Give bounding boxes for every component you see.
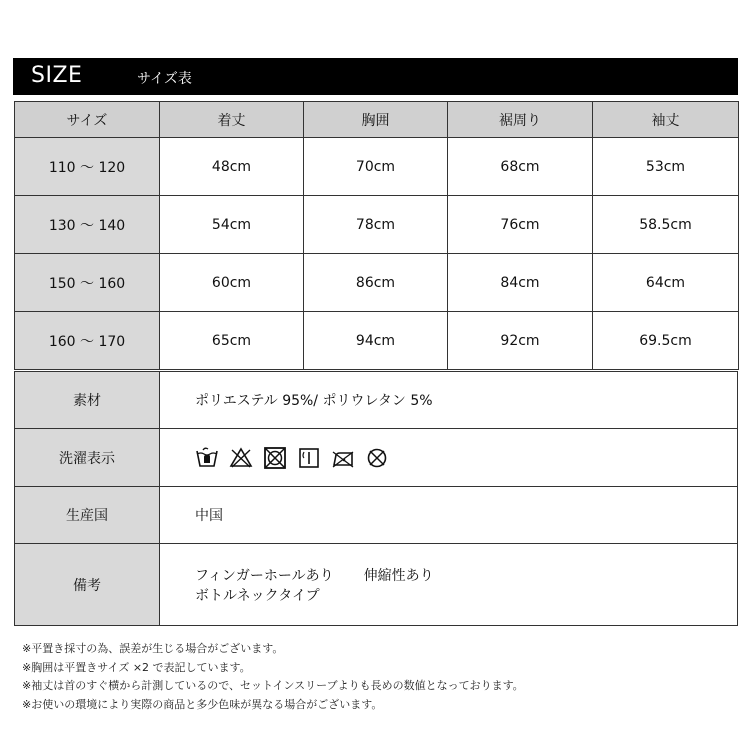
remarks-bottle-neck: ボトルネックタイプ [195,587,320,604]
sleeve-cell: 64cm [593,254,739,312]
low-iron-icon [331,446,355,470]
origin-row [15,487,738,544]
info-table [14,371,738,626]
header-hem: 裾周り [448,102,593,138]
remarks-finger-hole: フィンガーホールあり [195,567,334,584]
table-row [15,196,739,254]
care-icons [160,429,738,487]
no-bleach-icon [229,446,253,470]
origin-label: 生産国 [15,487,160,544]
length-cell: 54cm [160,196,304,254]
sleeve-cell: 58.5cm [593,196,739,254]
size-table [14,101,739,370]
size-cell: 160 〜 170 [15,312,160,370]
section-title: SIZE [31,63,83,88]
size-cell: 130 〜 140 [15,196,160,254]
note-line: ※袖丈は首のすぐ横から計測しているので、セットインスリーブよりも長めの数値となっております。 [22,679,524,692]
sleeve-cell: 53cm [593,138,739,196]
length-cell: 60cm [160,254,304,312]
section-subtitle: サイズ表 [137,71,192,87]
material-label: 素材 [15,372,160,429]
remarks-label: 備考 [15,544,160,626]
no-dry-clean-icon [365,446,389,470]
table-row [15,312,739,370]
length-cell: 48cm [160,138,304,196]
chest-cell: 70cm [304,138,448,196]
remarks-value [160,544,738,626]
remarks-row [15,544,738,626]
hand-wash-icon [195,446,219,470]
chest-cell: 86cm [304,254,448,312]
note-line: ※胸囲は平置きサイズ ×2 で表記しています。 [22,660,251,674]
hem-cell: 84cm [448,254,593,312]
material-value: ポリエステル 95%/ ポリウレタン 5% [160,372,738,429]
header-sleeve: 袖丈 [593,102,739,138]
line-dry-icon [297,446,321,470]
section-header [13,58,738,95]
hem-cell: 68cm [448,138,593,196]
no-tumble-dry-icon [263,446,287,470]
size-cell: 150 〜 160 [15,254,160,312]
note-line: ※平置き採寸の為、誤差が生じる場合がございます。 [22,642,284,655]
remarks-stretch: 伸縮性あり [363,567,434,584]
table-row [15,138,739,196]
care-row [15,429,738,487]
size-table-header [15,102,739,138]
material-row [15,372,738,429]
hem-cell: 92cm [448,312,593,370]
header-length: 着丈 [160,102,304,138]
sleeve-cell: 69.5cm [593,312,739,370]
header-chest: 胸囲 [304,102,448,138]
notes [22,640,524,714]
header-size: サイズ [15,102,160,138]
care-label: 洗濯表示 [15,429,160,487]
note-line: ※お使いの環境により実際の商品と多少色味が異なる場合がございます。 [22,697,383,711]
length-cell: 65cm [160,312,304,370]
origin-value: 中国 [160,487,738,544]
size-cell: 110 〜 120 [15,138,160,196]
chest-cell: 94cm [304,312,448,370]
chest-cell: 78cm [304,196,448,254]
hem-cell: 76cm [448,196,593,254]
table-row [15,254,739,312]
